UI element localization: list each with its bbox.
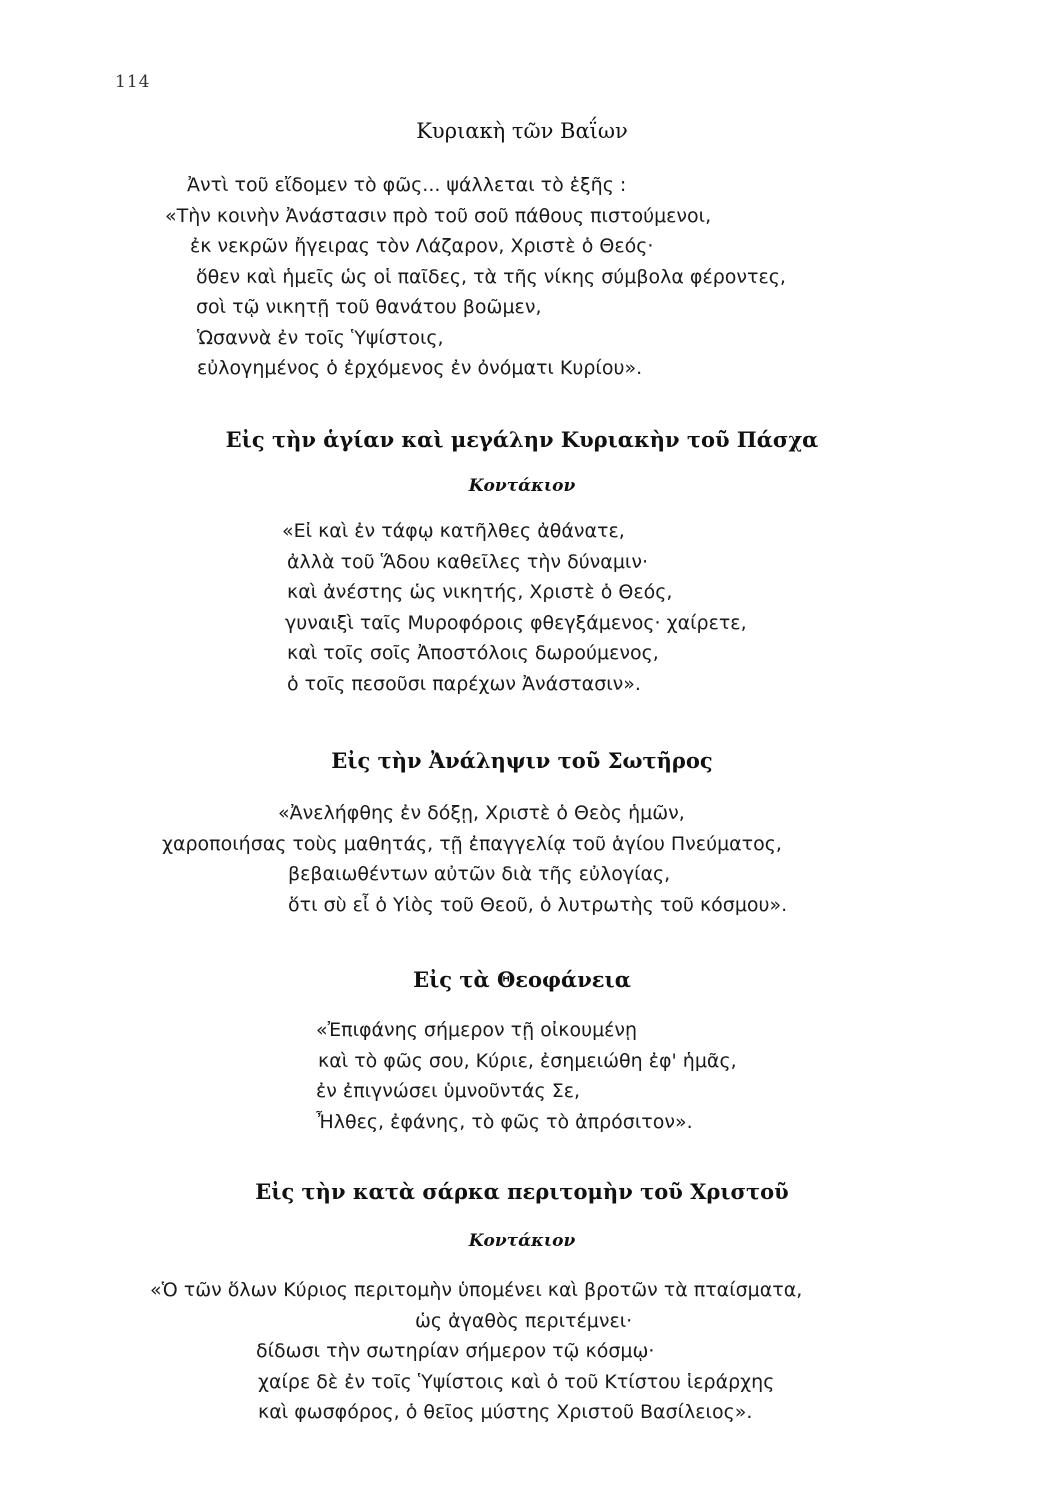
- hymn-line: ἐκ νεκρῶν ἤγειρας τὸν Λάζαρον, Χριστὲ ὁ Θεός·: [190, 235, 654, 257]
- hymn-line: καὶ τοῖς σοῖς Ἀποστόλοις δωρούμενος,: [287, 642, 659, 664]
- hymn-line: χαροποιήσας τοὺς μαθητάς, τῇ ἐπαγγελίᾳ τοῦ ἁγίου Πνεύματος,: [162, 832, 782, 855]
- hymn-line: ὁ τοῖς πεσοῦσι παρέχων Ἀνάστασιν».: [287, 672, 641, 695]
- section-heading-palm-sunday: Κυριακὴ τῶν Βαΐων: [416, 119, 628, 143]
- hymn-line: «Εἰ καὶ ἐν τάφῳ κατῆλθες ἀθάνατε,: [282, 520, 625, 542]
- hymn-line: ὅθεν καὶ ἡμεῖς ὡς οἱ παῖδες, τὰ τῆς νίκης σύμβολα φέροντες,: [196, 265, 786, 288]
- section-subheading-kontakion: Κοντάκιον: [468, 476, 576, 496]
- hymn-theophany: [316, 1015, 737, 1137]
- hymn-line: Ὡσαννὰ ἐν τοῖς Ὑψίστοις,: [197, 326, 444, 349]
- hymn-line: «Ἀνελήφθης ἐν δόξῃ, Χριστὲ ὁ Θεὸς ἡμῶν,: [278, 802, 685, 824]
- hymn-line: γυναιξὶ ταῖς Μυροφόροις φθεγξάμενος· χαίρετε,: [285, 611, 747, 634]
- hymn-line: ἀλλὰ τοῦ Ἅδου καθεῖλες τὴν δύναμιν·: [287, 550, 648, 573]
- hymn-line: δίδωσι τὴν σωτηρίαν σήμερον τῷ κόσμῳ·: [256, 1340, 655, 1362]
- hymn-line: «Ὁ τῶν ὅλων Κύριος περιτομὴν ὑπομένει καὶ βροτῶν τὰ πταίσματα,: [150, 1279, 803, 1301]
- hymn-line: Ἀντὶ τοῦ εἴδομεν τὸ φῶς... ψάλλεται τὸ ἑξῆς :: [187, 174, 627, 196]
- hymn-ascension: [162, 798, 788, 920]
- hymn-line: εὐλογημένος ὁ ἐρχόμενος ἐν ὀνόματι Κυρίου».: [197, 357, 643, 379]
- hymn-line: ὅτι σὺ εἶ ὁ Υἱὸς τοῦ Θεοῦ, ὁ λυτρωτὴς τοῦ κόσμου».: [288, 893, 788, 916]
- hymn-line: ὡς ἀγαθὸς περιτέμνει·: [415, 1309, 633, 1332]
- section-heading-theophany: Εἰς τὰ Θεοφάνεια: [413, 967, 631, 992]
- hymn-line: βεβαιωθέντων αὐτῶν διὰ τῆς εὐλογίας,: [288, 863, 671, 885]
- hymn-easter: [282, 516, 747, 699]
- section-heading-ascension: Εἰς τὴν Ἀνάληψιν τοῦ Σωτῆρος: [331, 748, 713, 773]
- hymn-circumcision: [150, 1275, 803, 1428]
- hymn-line: καὶ τὸ φῶς σου, Κύριε, ἐσημειώθη ἐφ' ἡμᾶς,: [318, 1049, 737, 1072]
- hymn-line: καὶ φωσφόρος, ὁ θεῖος μύστης Χριστοῦ Βασίλειος».: [258, 1401, 753, 1423]
- hymn-line: σοὶ τῷ νικητῇ τοῦ θανάτου βοῶμεν,: [196, 296, 542, 318]
- section-heading-easter: Εἰς τὴν ἁγίαν καὶ μεγάλην Κυριακὴν τοῦ Πάσχα: [225, 427, 819, 452]
- hymn-palm-sunday: [165, 170, 786, 384]
- hymn-line: «Ἐπιφάνης σήμερον τῇ οἰκουμένῃ: [316, 1019, 638, 1041]
- section-subheading-kontakion-2: Κοντάκιον: [468, 1231, 576, 1251]
- page-number: 114: [115, 72, 151, 92]
- hymn-line: καὶ ἀνέστης ὡς νικητής, Χριστὲ ὁ Θεός,: [287, 581, 673, 603]
- hymn-line: ἐν ἐπιγνώσει ὑμνοῦντάς Σε,: [316, 1080, 581, 1102]
- hymn-line: χαίρε δὲ ἐν τοῖς Ὑψίστοις καὶ ὁ τοῦ Κτίστου ἱεράρχης: [258, 1370, 775, 1393]
- section-heading-circumcision: Εἰς τὴν κατὰ σάρκα περιτομὴν τοῦ Χριστοῦ: [255, 1179, 789, 1204]
- hymn-line: Ἦλθες, ἐφάνης, τὸ φῶς τὸ ἀπρόσιτον».: [316, 1110, 693, 1133]
- hymn-line: «Τὴν κοινὴν Ἀνάστασιν πρὸ τοῦ σοῦ πάθους πιστούμενοι,: [165, 204, 712, 227]
